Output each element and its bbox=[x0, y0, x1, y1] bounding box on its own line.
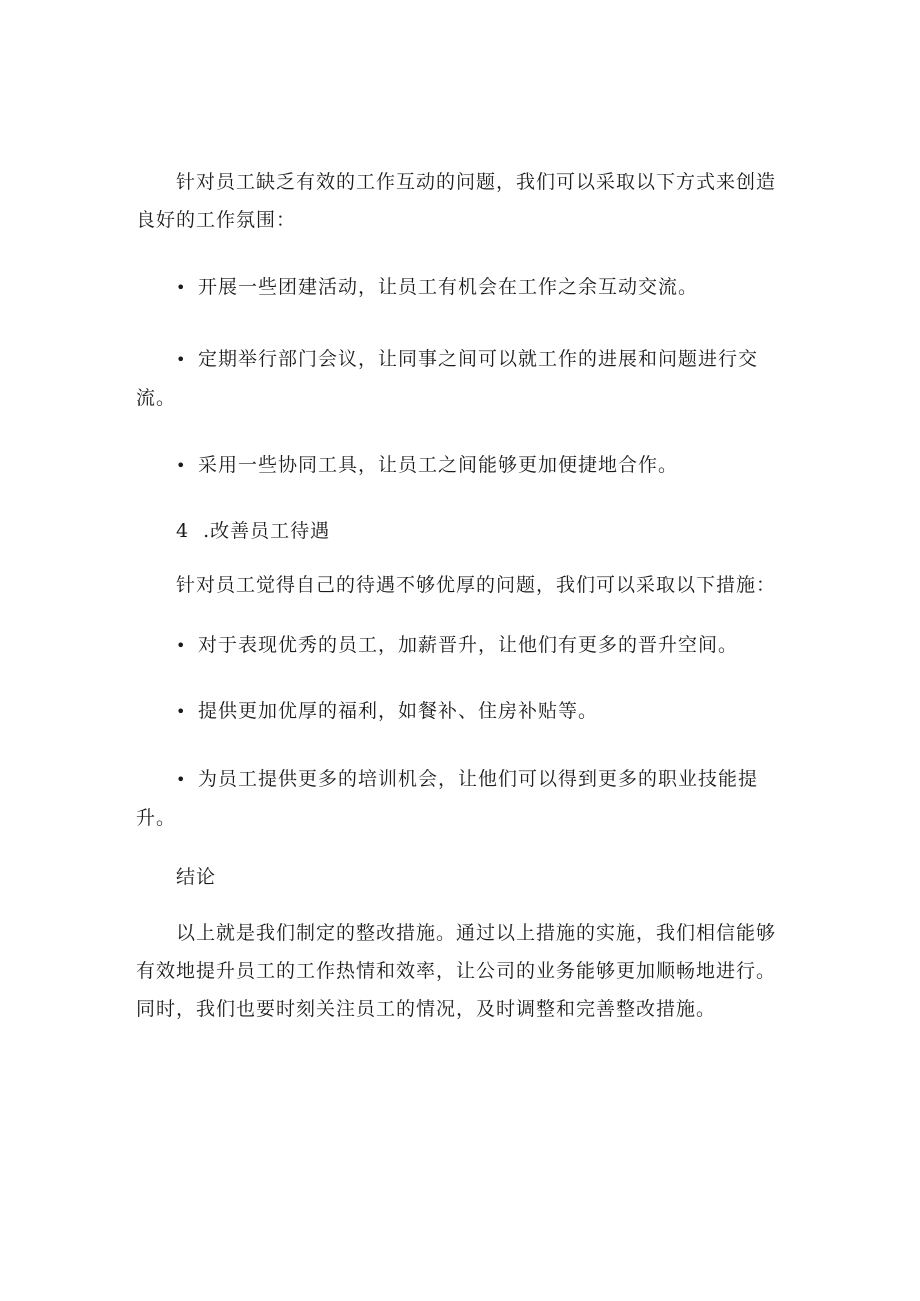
list-item bbox=[136, 626, 784, 665]
bullet-icon: • bbox=[176, 770, 187, 789]
list-item-text: 为员工提供更多的培训机会，让他们可以得到更多的职业技能提升。 bbox=[136, 768, 759, 829]
list-item-text: 提供更加优厚的福利，如餐补、住房补贴等。 bbox=[198, 700, 599, 722]
list-item bbox=[136, 760, 784, 837]
list-item bbox=[136, 268, 784, 307]
interaction-intro-paragraph: 针对员工缺乏有效的工作互动的问题，我们可以采取以下方式来创造良好的工作氛围： bbox=[136, 171, 777, 231]
list-item-text: 开展一些团建活动，让员工有机会在工作之余互动交流。 bbox=[198, 276, 699, 298]
list-item-text: 定期举行部门会议，让同事之间可以就工作的进展和问题进行交流。 bbox=[136, 348, 759, 409]
conclusion-paragraph: 以上就是我们制定的整改措施。通过以上措施的实施，我们相信能够有效地提升员工的工作热情和效率，让公司的业务能够更加顺畅地进行。同时，我们也要时刻关注员工的情况，及时调整和完善整改措施。 bbox=[136, 922, 777, 1020]
list-item bbox=[136, 340, 784, 417]
bullet-icon: • bbox=[176, 278, 187, 297]
bullet-icon: • bbox=[176, 456, 187, 475]
bullet-icon: • bbox=[176, 702, 187, 721]
list-item-text: 采用一些协同工具，让员工之间能够更加便捷地合作。 bbox=[198, 454, 679, 476]
list-item bbox=[136, 446, 784, 485]
section-heading bbox=[136, 512, 784, 550]
list-item bbox=[136, 692, 784, 731]
bullet-icon: • bbox=[176, 350, 187, 369]
section-title: .改善员工待遇 bbox=[203, 520, 331, 542]
conclusion-heading: 结论 bbox=[176, 866, 217, 888]
list-item-text: 对于表现优秀的员工，加薪晋升，让他们有更多的晋升空间。 bbox=[198, 634, 739, 656]
section-number: 4 bbox=[176, 520, 190, 542]
treatment-intro-paragraph: 针对员工觉得自己的待遇不够优厚的问题，我们可以采取以下措施： bbox=[176, 574, 777, 596]
bullet-icon: • bbox=[176, 636, 187, 655]
